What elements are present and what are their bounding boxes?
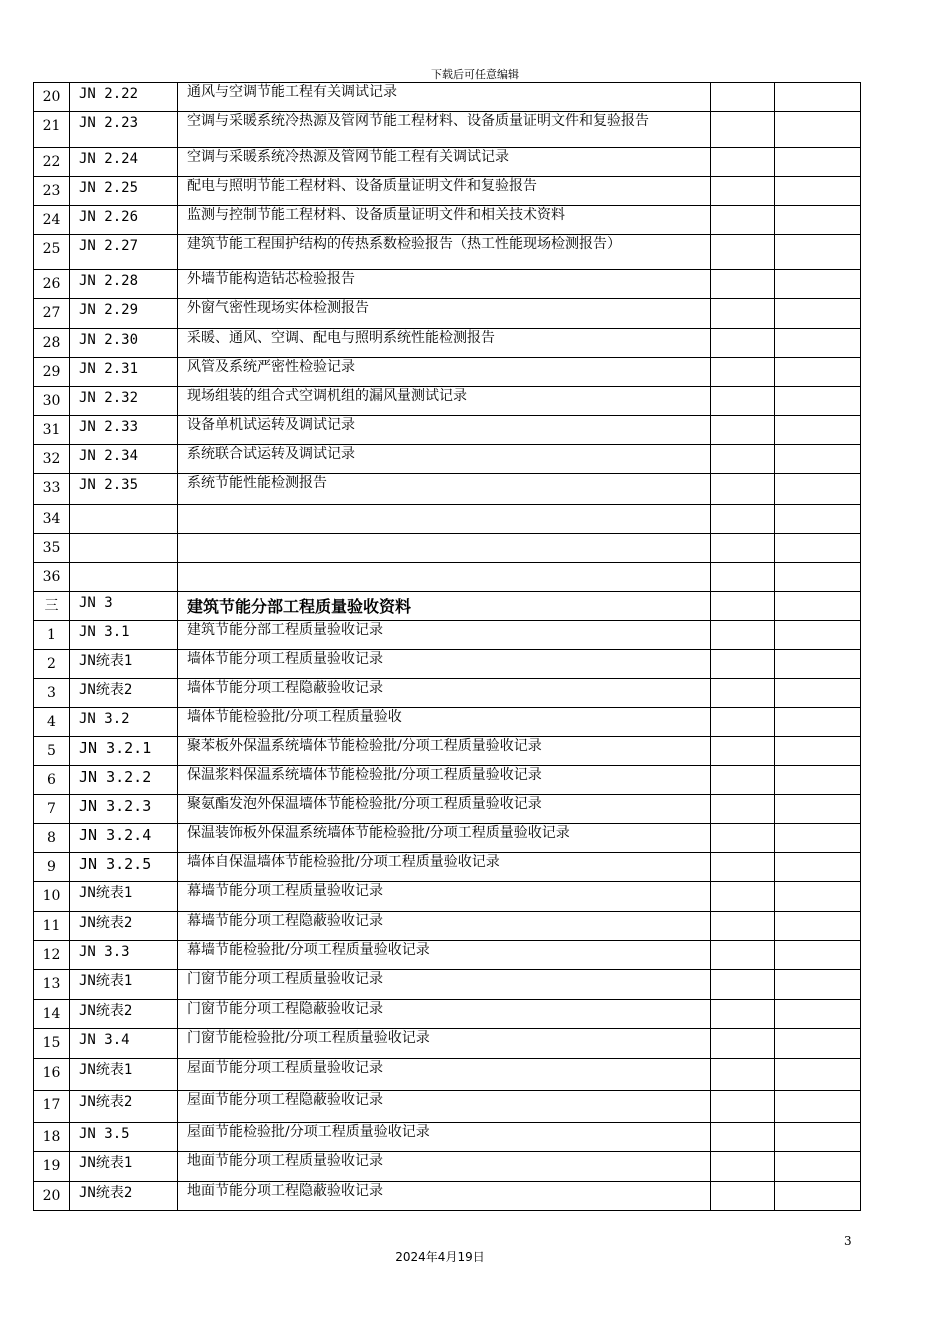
row-number: 三 <box>34 592 70 621</box>
table-row <box>34 270 861 299</box>
row-code: JN 3.2.2 <box>70 766 178 795</box>
table-row <box>34 592 861 621</box>
table-row <box>34 177 861 206</box>
row-code: JN统表1 <box>70 970 178 1000</box>
row-number: 1 <box>34 621 70 650</box>
row-title: 保温浆料保温系统墙体节能检验批/分项工程质量验收记录 <box>178 766 711 795</box>
table-row <box>34 563 861 592</box>
page-header: 下载后可任意编辑 <box>431 68 519 81</box>
row-code: JN 2.33 <box>70 416 178 445</box>
row-blank-a <box>711 679 775 708</box>
row-title: 屋面节能检验批/分项工程质量验收记录 <box>178 1123 711 1152</box>
row-blank-a <box>711 83 775 112</box>
row-number: 30 <box>34 387 70 416</box>
row-blank-a <box>711 1000 775 1029</box>
row-blank-a <box>711 621 775 650</box>
row-blank-b <box>775 1091 861 1123</box>
table-row <box>34 824 861 853</box>
row-blank-b <box>775 1029 861 1059</box>
row-title: 外墙节能构造钻芯检验报告 <box>178 270 711 299</box>
row-code: JN统表1 <box>70 1152 178 1182</box>
row-blank-b <box>775 853 861 882</box>
row-title <box>178 563 711 592</box>
table-row <box>34 416 861 445</box>
table-row <box>34 1091 861 1123</box>
row-code: JN 2.30 <box>70 329 178 358</box>
row-blank-b <box>775 941 861 970</box>
row-number: 28 <box>34 329 70 358</box>
row-blank-a <box>711 387 775 416</box>
row-code: JN统表2 <box>70 1182 178 1211</box>
table-row <box>34 235 861 270</box>
row-code: JN 2.22 <box>70 83 178 112</box>
table-row <box>34 474 861 505</box>
row-title: 建筑节能分部工程质量验收资料 <box>178 592 711 621</box>
row-blank-a <box>711 766 775 795</box>
row-blank-b <box>775 912 861 941</box>
row-number: 23 <box>34 177 70 206</box>
row-title: 监测与控制节能工程材料、设备质量证明文件和相关技术资料 <box>178 206 711 235</box>
table-row <box>34 1152 861 1182</box>
table-row <box>34 112 861 148</box>
page-date: 2024年4月19日 <box>395 1250 485 1264</box>
row-code: JN 3.3 <box>70 941 178 970</box>
table-row <box>34 148 861 177</box>
table-row <box>34 853 861 882</box>
row-blank-b <box>775 621 861 650</box>
table-row <box>34 912 861 941</box>
table-row <box>34 737 861 766</box>
row-title: 屋面节能分项工程质量验收记录 <box>178 1059 711 1091</box>
row-number: 27 <box>34 299 70 329</box>
row-blank-a <box>711 912 775 941</box>
row-blank-a <box>711 882 775 912</box>
row-blank-a <box>711 795 775 824</box>
row-blank-a <box>711 1123 775 1152</box>
row-code: JN 2.34 <box>70 445 178 474</box>
row-number: 34 <box>34 505 70 534</box>
row-blank-b <box>775 737 861 766</box>
table-row <box>34 882 861 912</box>
document-table <box>33 82 861 1211</box>
row-blank-b <box>775 148 861 177</box>
row-code: JN 3.2.5 <box>70 853 178 882</box>
row-title: 空调与采暖系统冷热源及管网节能工程有关调试记录 <box>178 148 711 177</box>
row-code: JN 3.2.3 <box>70 795 178 824</box>
row-blank-a <box>711 1182 775 1211</box>
row-blank-a <box>711 534 775 563</box>
row-blank-b <box>775 970 861 1000</box>
row-blank-a <box>711 737 775 766</box>
row-number: 25 <box>34 235 70 270</box>
row-title: 墙体自保温墙体节能检验批/分项工程质量验收记录 <box>178 853 711 882</box>
row-blank-b <box>775 270 861 299</box>
row-blank-b <box>775 592 861 621</box>
row-blank-b <box>775 177 861 206</box>
row-title: 采暖、通风、空调、配电与照明系统性能检测报告 <box>178 329 711 358</box>
row-title: 空调与采暖系统冷热源及管网节能工程材料、设备质量证明文件和复验报告 <box>178 112 711 148</box>
row-blank-a <box>711 1029 775 1059</box>
row-title <box>178 534 711 563</box>
row-number: 26 <box>34 270 70 299</box>
row-title: 墙体节能检验批/分项工程质量验收 <box>178 708 711 737</box>
row-blank-b <box>775 563 861 592</box>
table-row <box>34 766 861 795</box>
row-number: 35 <box>34 534 70 563</box>
row-code: JN统表2 <box>70 679 178 708</box>
row-title: 地面节能分项工程质量验收记录 <box>178 1152 711 1182</box>
row-title: 门窗节能检验批/分项工程质量验收记录 <box>178 1029 711 1059</box>
row-title <box>178 505 711 534</box>
row-blank-b <box>775 1182 861 1211</box>
table-row <box>34 970 861 1000</box>
row-code <box>70 534 178 563</box>
row-number: 8 <box>34 824 70 853</box>
row-blank-b <box>775 299 861 329</box>
row-number: 29 <box>34 358 70 387</box>
row-number: 14 <box>34 1000 70 1029</box>
row-blank-b <box>775 1059 861 1091</box>
row-code: JN 3.2.1 <box>70 737 178 766</box>
row-title: 保温装饰板外保温系统墙体节能检验批/分项工程质量验收记录 <box>178 824 711 853</box>
row-blank-b <box>775 387 861 416</box>
row-code: JN统表1 <box>70 882 178 912</box>
row-number: 6 <box>34 766 70 795</box>
table-row <box>34 650 861 679</box>
row-blank-b <box>775 416 861 445</box>
row-blank-a <box>711 563 775 592</box>
row-title: 幕墙节能检验批/分项工程质量验收记录 <box>178 941 711 970</box>
table-row <box>34 795 861 824</box>
row-title: 现场组装的组合式空调机组的漏风量测试记录 <box>178 387 711 416</box>
row-title: 墙体节能分项工程质量验收记录 <box>178 650 711 679</box>
row-title: 系统联合试运转及调试记录 <box>178 445 711 474</box>
row-blank-b <box>775 795 861 824</box>
table-row <box>34 329 861 358</box>
row-code: JN 2.32 <box>70 387 178 416</box>
row-code: JN 2.24 <box>70 148 178 177</box>
row-number: 17 <box>34 1091 70 1123</box>
row-blank-a <box>711 650 775 679</box>
table-row <box>34 621 861 650</box>
row-number: 22 <box>34 148 70 177</box>
row-blank-b <box>775 445 861 474</box>
row-title: 聚氨酯发泡外保温墙体节能检验批/分项工程质量验收记录 <box>178 795 711 824</box>
row-blank-b <box>775 474 861 505</box>
row-code: JN统表2 <box>70 1000 178 1029</box>
table-row <box>34 206 861 235</box>
row-code: JN 3.2.4 <box>70 824 178 853</box>
row-title: 门窗节能分项工程隐蔽验收记录 <box>178 1000 711 1029</box>
table-row <box>34 941 861 970</box>
table-row <box>34 679 861 708</box>
row-title: 系统节能性能检测报告 <box>178 474 711 505</box>
table-row <box>34 1059 861 1091</box>
row-code: JN 2.23 <box>70 112 178 148</box>
row-blank-a <box>711 358 775 387</box>
row-code: JN 3.2 <box>70 708 178 737</box>
row-title: 幕墙节能分项工程隐蔽验收记录 <box>178 912 711 941</box>
row-blank-a <box>711 1152 775 1182</box>
table-row <box>34 299 861 329</box>
row-blank-a <box>711 1059 775 1091</box>
row-number: 33 <box>34 474 70 505</box>
row-blank-b <box>775 650 861 679</box>
row-blank-b <box>775 882 861 912</box>
row-code: JN 3.4 <box>70 1029 178 1059</box>
row-blank-a <box>711 416 775 445</box>
row-number: 36 <box>34 563 70 592</box>
row-number: 9 <box>34 853 70 882</box>
row-blank-b <box>775 1000 861 1029</box>
row-title: 外窗气密性现场实体检测报告 <box>178 299 711 329</box>
table-row <box>34 1182 861 1211</box>
row-number: 10 <box>34 882 70 912</box>
row-title: 地面节能分项工程隐蔽验收记录 <box>178 1182 711 1211</box>
row-number: 32 <box>34 445 70 474</box>
table-row <box>34 505 861 534</box>
row-number: 19 <box>34 1152 70 1182</box>
row-title: 通风与空调节能工程有关调试记录 <box>178 83 711 112</box>
row-title: 建筑节能分部工程质量验收记录 <box>178 621 711 650</box>
row-blank-a <box>711 474 775 505</box>
table-row <box>34 445 861 474</box>
row-blank-a <box>711 445 775 474</box>
row-number: 11 <box>34 912 70 941</box>
row-blank-a <box>711 824 775 853</box>
row-code: JN统表2 <box>70 1091 178 1123</box>
table-row <box>34 1029 861 1059</box>
row-number: 21 <box>34 112 70 148</box>
table-row <box>34 708 861 737</box>
row-code: JN 2.27 <box>70 235 178 270</box>
page-number: 3 <box>844 1234 852 1248</box>
table-row <box>34 358 861 387</box>
row-blank-a <box>711 112 775 148</box>
row-code: JN 2.28 <box>70 270 178 299</box>
row-code <box>70 563 178 592</box>
row-blank-b <box>775 112 861 148</box>
row-number: 20 <box>34 1182 70 1211</box>
row-number: 18 <box>34 1123 70 1152</box>
row-number: 2 <box>34 650 70 679</box>
row-blank-a <box>711 270 775 299</box>
row-number: 20 <box>34 83 70 112</box>
row-title: 聚苯板外保温系统墙体节能检验批/分项工程质量验收记录 <box>178 737 711 766</box>
row-blank-a <box>711 299 775 329</box>
row-blank-b <box>775 235 861 270</box>
row-blank-a <box>711 853 775 882</box>
row-code: JN 3.5 <box>70 1123 178 1152</box>
row-blank-b <box>775 1123 861 1152</box>
row-number: 31 <box>34 416 70 445</box>
row-blank-b <box>775 1152 861 1182</box>
row-blank-b <box>775 505 861 534</box>
row-blank-b <box>775 766 861 795</box>
row-code: JN 2.31 <box>70 358 178 387</box>
table-row <box>34 387 861 416</box>
row-number: 15 <box>34 1029 70 1059</box>
row-title: 风管及系统严密性检验记录 <box>178 358 711 387</box>
row-number: 13 <box>34 970 70 1000</box>
row-code: JN 2.29 <box>70 299 178 329</box>
row-blank-a <box>711 505 775 534</box>
row-blank-a <box>711 941 775 970</box>
row-title: 屋面节能分项工程隐蔽验收记录 <box>178 1091 711 1123</box>
row-code: JN统表1 <box>70 1059 178 1091</box>
row-blank-b <box>775 83 861 112</box>
row-blank-b <box>775 206 861 235</box>
row-code: JN统表1 <box>70 650 178 679</box>
row-number: 5 <box>34 737 70 766</box>
row-blank-a <box>711 177 775 206</box>
row-code: JN 3 <box>70 592 178 621</box>
row-title: 幕墙节能分项工程质量验收记录 <box>178 882 711 912</box>
row-code: JN 2.26 <box>70 206 178 235</box>
row-blank-b <box>775 708 861 737</box>
row-number: 7 <box>34 795 70 824</box>
row-blank-a <box>711 708 775 737</box>
row-code <box>70 505 178 534</box>
table-row <box>34 1000 861 1029</box>
row-blank-b <box>775 358 861 387</box>
row-number: 4 <box>34 708 70 737</box>
row-code: JN 2.35 <box>70 474 178 505</box>
row-blank-a <box>711 206 775 235</box>
row-title: 建筑节能工程围护结构的传热系数检验报告（热工性能现场检测报告） <box>178 235 711 270</box>
row-title: 墙体节能分项工程隐蔽验收记录 <box>178 679 711 708</box>
row-blank-a <box>711 970 775 1000</box>
row-number: 16 <box>34 1059 70 1091</box>
row-code: JN 3.1 <box>70 621 178 650</box>
row-blank-b <box>775 824 861 853</box>
table-row <box>34 1123 861 1152</box>
row-title: 门窗节能分项工程质量验收记录 <box>178 970 711 1000</box>
row-blank-b <box>775 534 861 563</box>
row-blank-a <box>711 235 775 270</box>
table-row <box>34 83 861 112</box>
row-code: JN统表2 <box>70 912 178 941</box>
row-blank-b <box>775 679 861 708</box>
row-blank-b <box>775 329 861 358</box>
row-title: 设备单机试运转及调试记录 <box>178 416 711 445</box>
row-blank-a <box>711 592 775 621</box>
row-code: JN 2.25 <box>70 177 178 206</box>
row-blank-a <box>711 329 775 358</box>
table-row <box>34 534 861 563</box>
row-blank-a <box>711 1091 775 1123</box>
row-number: 24 <box>34 206 70 235</box>
row-number: 3 <box>34 679 70 708</box>
row-number: 12 <box>34 941 70 970</box>
row-blank-a <box>711 148 775 177</box>
row-title: 配电与照明节能工程材料、设备质量证明文件和复验报告 <box>178 177 711 206</box>
